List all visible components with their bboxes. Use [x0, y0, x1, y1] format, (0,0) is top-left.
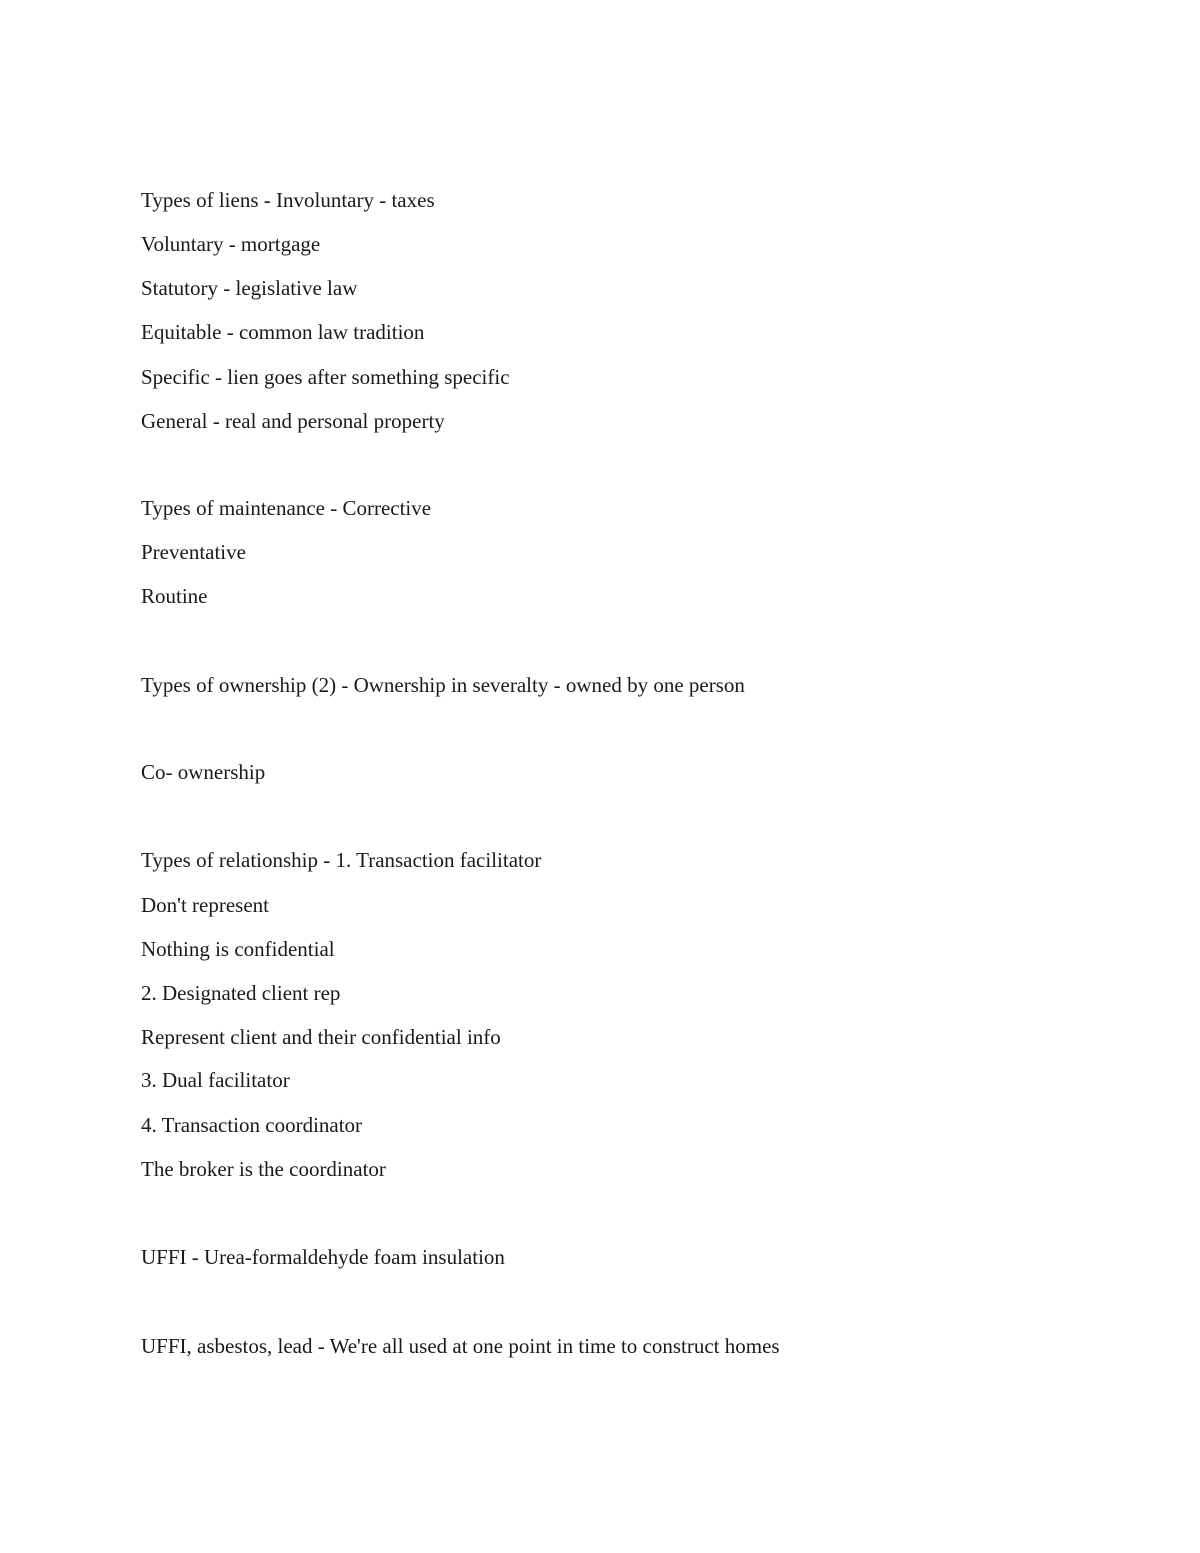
text-line: Types of relationship - 1. Transaction facilitator [141, 848, 542, 872]
text-line: 2. Designated client rep [141, 981, 341, 1005]
text-line: UFFI - Urea-formaldehyde foam insulation [141, 1245, 505, 1269]
text-line: Routine [141, 584, 208, 608]
text-line: Voluntary - mortgage [141, 232, 321, 256]
text-line: Co- ownership [141, 760, 266, 784]
text-line: Statutory - legislative law [141, 276, 358, 300]
text-line: Specific - lien goes after something specific [141, 365, 510, 389]
text-line: Types of ownership (2) - Ownership in severalty - owned by one person [141, 673, 745, 697]
text-line: Equitable - common law tradition [141, 320, 425, 344]
text-line: Types of maintenance - Corrective [141, 496, 432, 520]
text-line: Nothing is confidential [141, 937, 335, 961]
text-line: General - real and personal property [141, 409, 445, 433]
text-line: Don't represent [141, 893, 269, 917]
text-line: The broker is the coordinator [141, 1157, 386, 1181]
text-line: UFFI, asbestos, lead - We're all used at one point in time to construct homes [141, 1334, 780, 1358]
text-line: Preventative [141, 540, 246, 564]
text-line: Represent client and their confidential info [141, 1025, 501, 1049]
text-line: Types of liens - Involuntary - taxes [141, 188, 435, 212]
text-line: 3. Dual facilitator [141, 1068, 290, 1092]
text-line: 4. Transaction coordinator [141, 1113, 363, 1137]
